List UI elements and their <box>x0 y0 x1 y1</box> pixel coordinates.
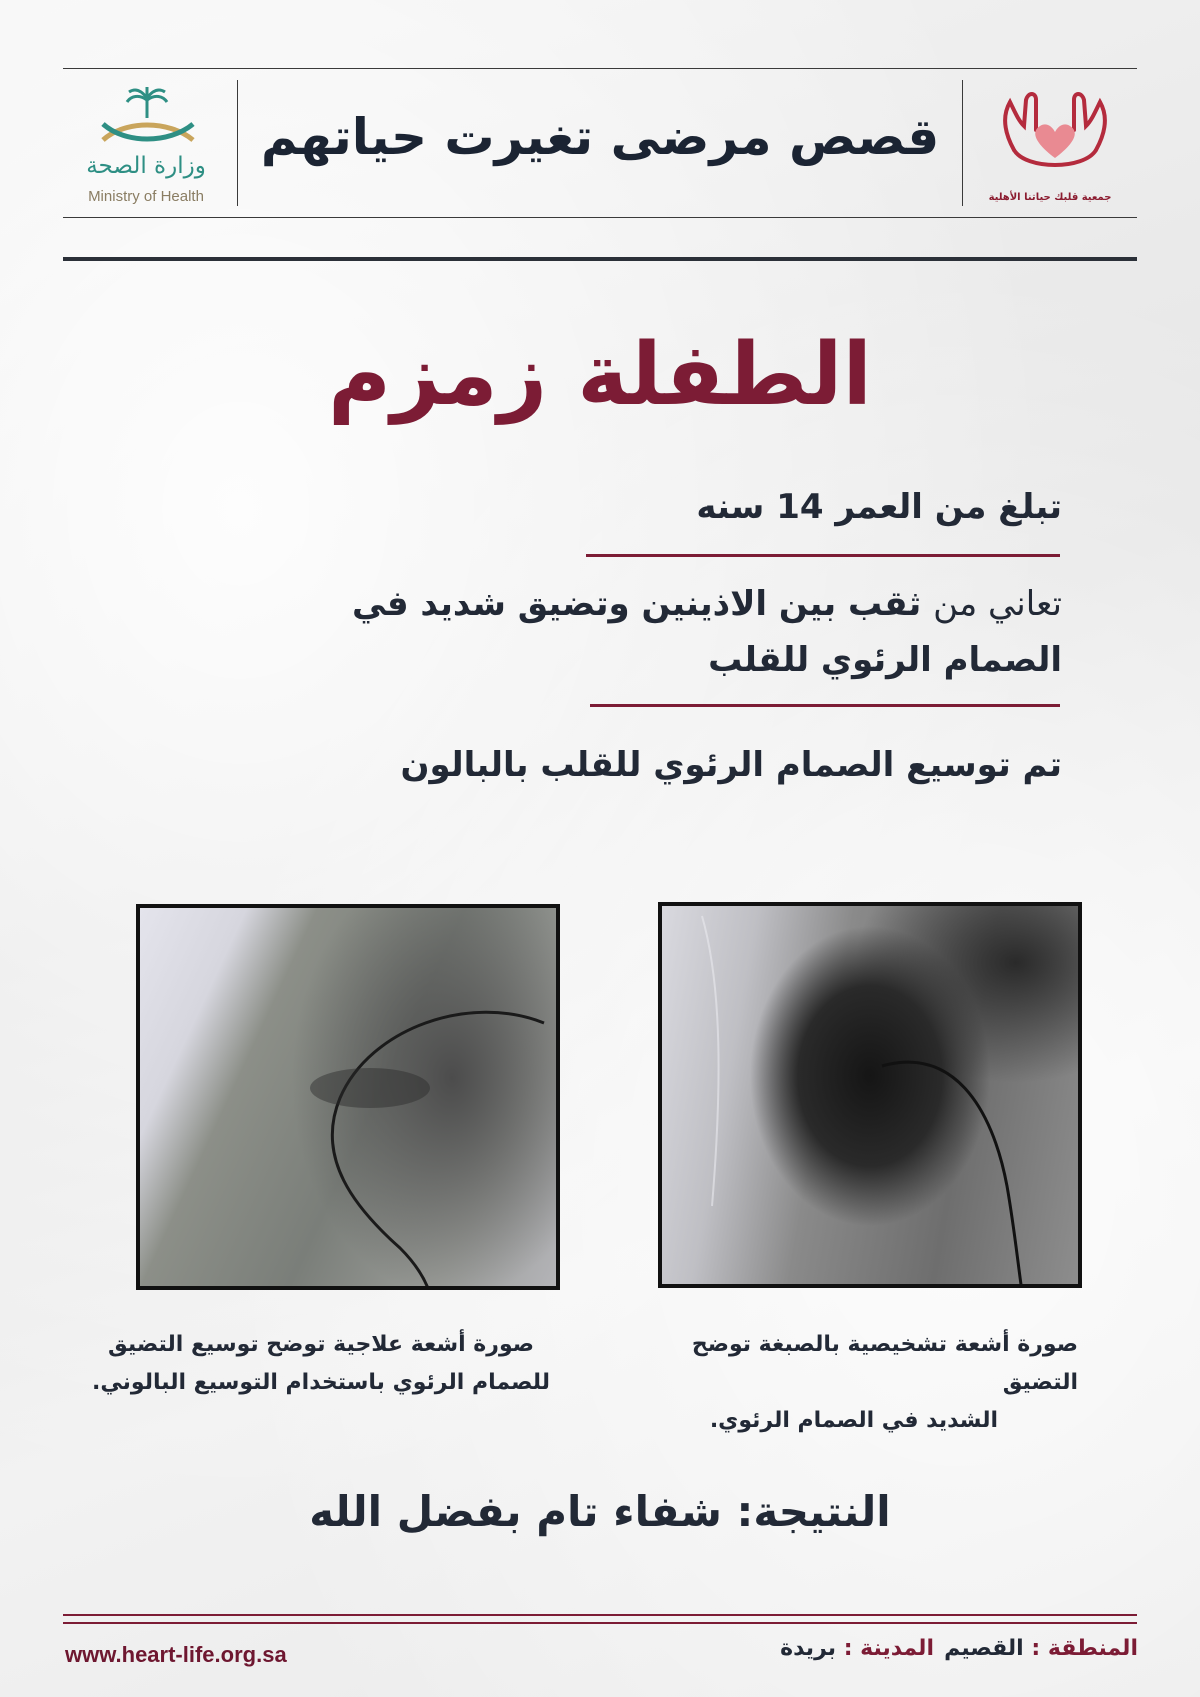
footer-rule-bottom <box>63 1622 1137 1624</box>
age-line: تبلغ من العمر 14 سنه <box>696 487 1062 527</box>
xray-diagnostic-image <box>658 902 1082 1288</box>
city-label: المدينة : <box>843 1636 934 1661</box>
treatment-caption-line2: للصمام الرئوي باستخدام التوسيع البالوني. <box>92 1370 550 1395</box>
city-info <box>780 1636 934 1661</box>
xray-treatment-image <box>136 904 560 1290</box>
separator-2 <box>590 704 1060 707</box>
treatment-caption <box>70 1326 550 1402</box>
procedure-line: تم توسيع الصمام الرئوي للقلب بالبالون <box>400 745 1062 785</box>
region-info <box>944 1636 1138 1661</box>
heart-org-label: جمعية قلبك حياتنا الأهلية <box>988 192 1112 203</box>
region-value: القصيم <box>944 1636 1024 1661</box>
condition-text: ثقب بين الاذينين وتضيق شديد في الصمام الرئوي للقلب <box>351 584 1062 680</box>
header-divider-left <box>237 80 238 206</box>
treatment-caption-line1: صورة أشعة علاجية توضح توسيع التضيق <box>108 1332 534 1357</box>
diagnostic-caption-line1: صورة أشعة تشخيصية بالصبغة توضح التضيق <box>691 1332 1078 1395</box>
condition-prefix: تعاني من <box>933 584 1062 624</box>
balloon-catheter-icon <box>140 908 560 1290</box>
catheter-wire-icon <box>662 906 1082 1288</box>
header-title: قصص مرضى تغيرت حياتهم <box>260 108 940 166</box>
region-label: المنطقة : <box>1031 1636 1138 1661</box>
ministry-of-health-logo <box>95 84 200 154</box>
result-line: النتيجة: شفاء تام بفضل الله <box>309 1487 891 1536</box>
header-divider-right <box>962 80 963 206</box>
moh-english-name: Ministry of Health <box>88 188 204 205</box>
diagnostic-caption-line2: الشديد في الصمام الرئوي. <box>709 1408 998 1433</box>
header-top-rule <box>63 68 1137 69</box>
heart-hands-logo <box>996 80 1114 184</box>
condition-line <box>322 576 1062 688</box>
city-value: بريدة <box>780 1636 837 1661</box>
section-rule <box>63 257 1137 261</box>
separator-1 <box>586 554 1060 557</box>
moh-arabic-name: وزارة الصحة <box>86 153 206 179</box>
patient-name-title: الطفلة زمزم <box>328 325 872 425</box>
diagnostic-caption <box>618 1326 1078 1440</box>
website-link[interactable]: www.heart-life.org.sa <box>65 1642 287 1667</box>
header-bottom-rule <box>63 217 1137 218</box>
footer-rule-top <box>63 1614 1137 1616</box>
